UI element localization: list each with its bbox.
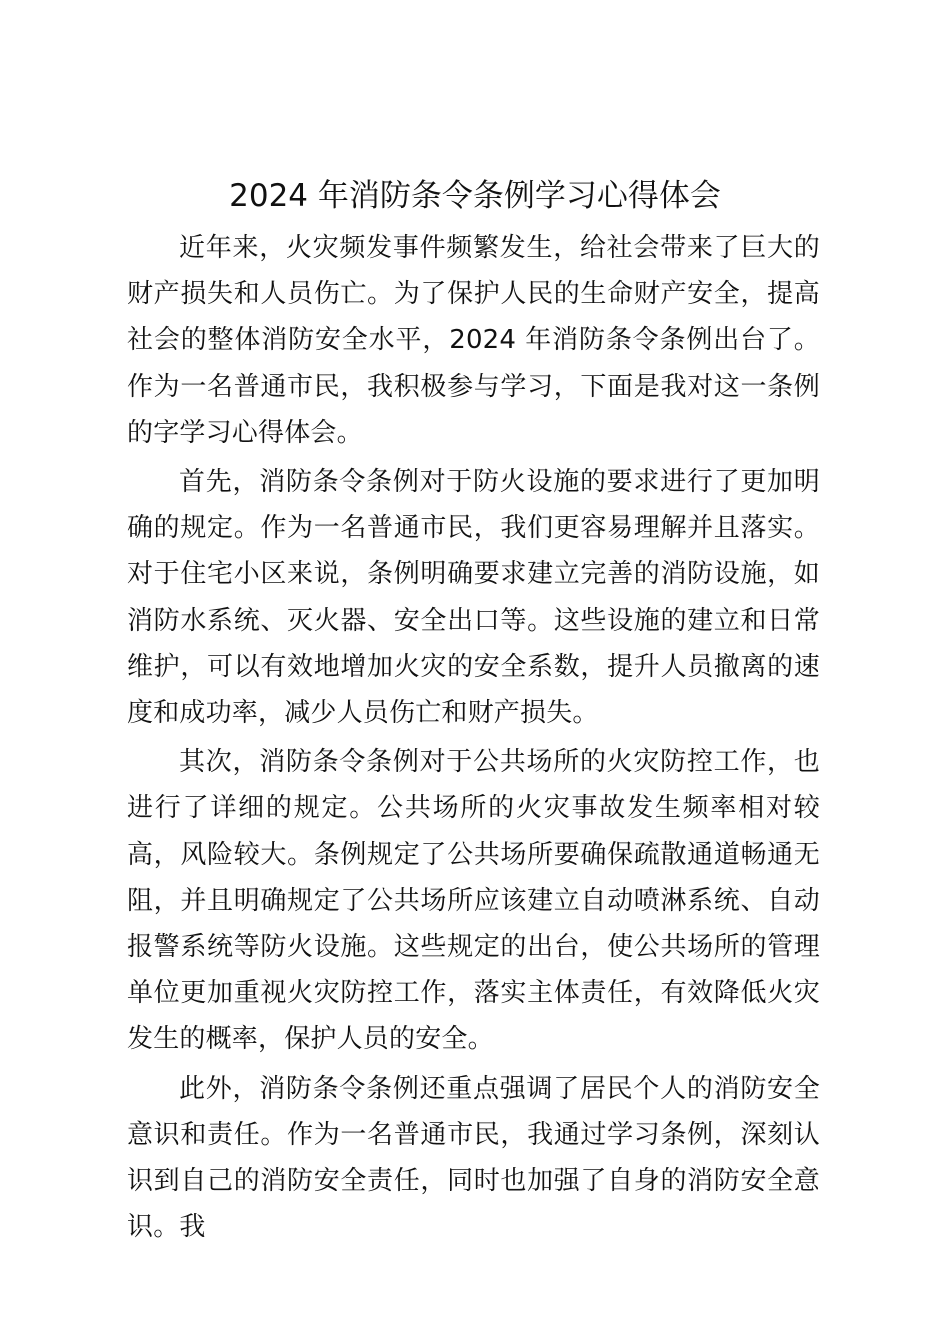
paragraph-additional: 此外，消防条令条例还重点强调了居民个人的消防安全意识和责任。作为一名普通市民，我通过学习条例，深刻认识到自己的消防安全责任，同时也加强了自身的消防安全意识。我 bbox=[127, 1073, 820, 1243]
document-body bbox=[127, 225, 820, 1253]
paragraph-intro: 近年来，火灾频发事件频繁发生，给社会带来了巨大的财产损失和人员伤亡。为了保护人民的生命财产安全，提高社会的整体消防安全水平，2024 年消防条令条例出台了。作为一名普通市民，我积极参与学习，下面是我对这一条例的字学习心得体会。 bbox=[127, 233, 820, 448]
paragraph-second: 其次，消防条令条例对于公共场所的火灾防控工作，也进行了详细的规定。公共场所的火灾事故发生频率相对较高，风险较大。条例规定了公共场所要确保疏散通道畅通无阻，并且明确规定了公共场所应该建立自动喷淋系统、自动报警系统等防火设施。这些规定的出台，使公共场所的管理单位更加重视火灾防控工作，落实主体责任，有效降低火灾发生的概率，保护人员的安全。 bbox=[127, 747, 820, 1055]
paragraph-first: 首先，消防条令条例对于防火设施的要求进行了更加明确的规定。作为一名普通市民，我们更容易理解并且落实。对于住宅小区来说，条例明确要求建立完善的消防设施，如消防水系统、灭火器、安全出口等。这些设施的建立和日常维护，可以有效地增加火灾的安全系数，提升人员撤离的速度和成功率，减少人员伤亡和财产损失。 bbox=[127, 467, 820, 729]
document-title: 2024 年消防条令条例学习心得体会 bbox=[229, 178, 721, 214]
